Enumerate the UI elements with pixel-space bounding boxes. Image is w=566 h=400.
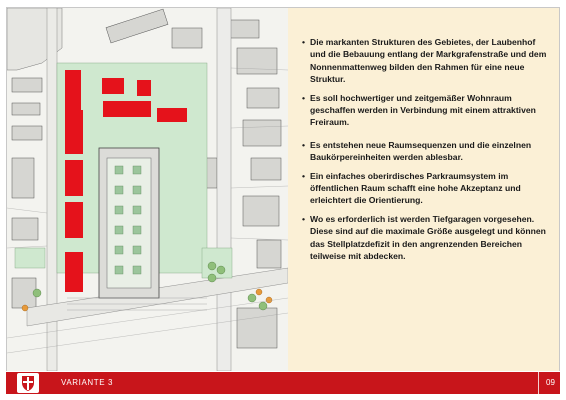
- bullet-dot-icon: •: [302, 37, 306, 47]
- variant-label: VARIANTE 3: [61, 378, 114, 387]
- bullet-dot-icon: •: [302, 92, 306, 103]
- frame-line-right: [559, 7, 560, 371]
- city-crest-icon: [17, 373, 39, 393]
- footer-bar: [6, 372, 560, 394]
- bullet-dot-icon: •: [302, 139, 306, 150]
- bullet-item: [302, 36, 552, 86]
- bullet-dot-icon: •: [302, 213, 306, 224]
- bullet-list: [302, 36, 552, 269]
- bullet-text: Wo es erforderlich ist werden Tiefgaragen vorgesehen. Diese sind auf die maximale Größe ausgelegt und können das Stellplatzdefizit in den angrenzenden Bereichen teilweise mit abdecken.: [310, 213, 546, 262]
- page-number: 09: [546, 378, 555, 387]
- bullet-text: Es soll hochwertiger und zeitgemäßer Wohnraum geschaffen werden in Verbindung mit einem attraktiven Freiraum.: [310, 92, 536, 128]
- text-panel: [288, 8, 559, 371]
- bullet-dot-icon: •: [302, 170, 306, 181]
- site-plan: [7, 8, 288, 371]
- bullet-item: [302, 170, 552, 207]
- bullet-text: Ein einfaches oberirdisches Parkraumsystem im öffentlichen Raum schafft eine hohe Akzeptanz und erleichtert die Orientierung.: [310, 170, 521, 206]
- footer-divider: [538, 372, 539, 394]
- bullet-text: Es entstehen neue Raumsequenzen und die einzelnen Baukörpereinheiten werden ablesbar.: [310, 139, 532, 163]
- bullet-item: [302, 213, 552, 263]
- bullet-text: Die markanten Strukturen des Gebietes, der Laubenhof und die Bebauung entlang der Markgrafenstraße und dem Nonnenmattenweg bilden den Rahmen für eine neue Struktur.: [310, 37, 547, 85]
- bullet-item: [302, 139, 552, 164]
- bullet-item: [302, 92, 552, 129]
- site-plan-drawing: [7, 8, 288, 371]
